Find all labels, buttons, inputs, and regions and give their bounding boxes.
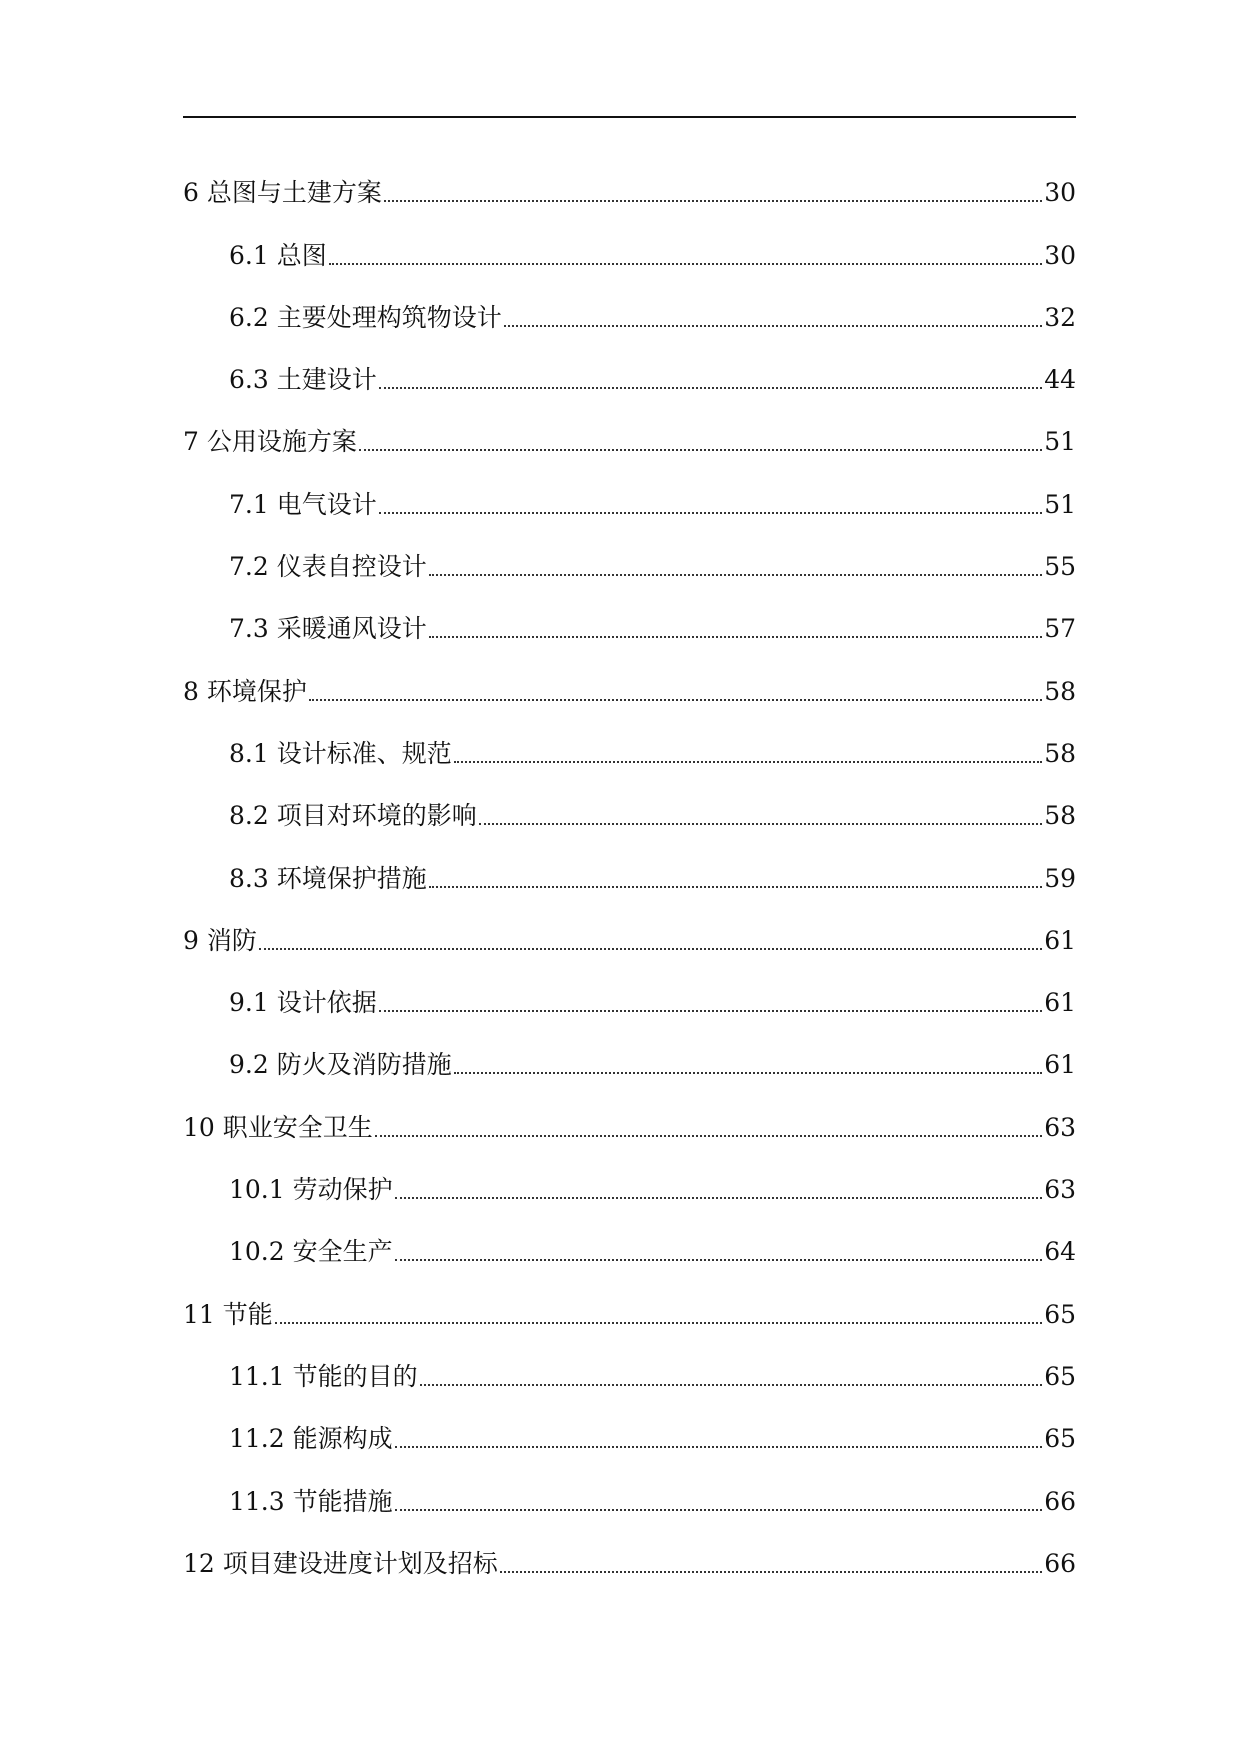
toc-dot-leader: [275, 1322, 1042, 1324]
toc-page-number: 57: [1044, 614, 1076, 644]
toc-page-number: 61: [1044, 988, 1076, 1018]
toc-entry-title: 7.3 采暖通风设计: [229, 614, 427, 644]
toc-page-number: 59: [1044, 863, 1076, 893]
toc-entry-title: 6.1 总图: [229, 240, 327, 270]
toc-entry[interactable]: [183, 658, 1076, 720]
toc-dot-leader: [504, 325, 1042, 327]
toc-entry[interactable]: [183, 409, 1076, 471]
toc-entry[interactable]: [183, 845, 1076, 907]
toc-page-number: 58: [1044, 676, 1076, 706]
toc-entry-title: 9.1 设计依据: [229, 988, 377, 1018]
toc-page-number: 51: [1044, 489, 1076, 519]
toc-page-number: 58: [1044, 738, 1076, 768]
toc-dot-leader: [429, 636, 1042, 638]
toc-page-number: 65: [1044, 1299, 1076, 1329]
toc-dot-leader: [429, 574, 1042, 576]
toc-page-number: 58: [1044, 801, 1076, 831]
toc-entry[interactable]: [183, 1406, 1076, 1468]
toc-entry[interactable]: [183, 596, 1076, 658]
toc-entry[interactable]: [183, 285, 1076, 347]
toc-entry[interactable]: [183, 721, 1076, 783]
toc-entry[interactable]: [183, 1344, 1076, 1406]
toc-dot-leader: [454, 1072, 1042, 1074]
table-of-contents: [183, 160, 1076, 1593]
toc-entry-title: 6 总图与土建方案: [183, 178, 382, 208]
toc-page-number: 61: [1044, 1050, 1076, 1080]
toc-dot-leader: [375, 1135, 1042, 1137]
toc-entry[interactable]: [183, 1468, 1076, 1530]
toc-entry[interactable]: [183, 970, 1076, 1032]
toc-entry-title: 11.2 能源构成: [229, 1424, 393, 1454]
toc-entry[interactable]: [183, 1531, 1076, 1593]
toc-entry-title: 8.2 项目对环境的影响: [229, 801, 477, 831]
toc-entry-title: 10.2 安全生产: [229, 1237, 393, 1267]
toc-dot-leader: [395, 1197, 1043, 1199]
toc-dot-leader: [379, 1010, 1042, 1012]
toc-entry-title: 8 环境保护: [183, 676, 307, 706]
toc-dot-leader: [420, 1384, 1043, 1386]
toc-entry-title: 6.2 主要处理构筑物设计: [229, 302, 502, 332]
toc-page-number: 63: [1044, 1175, 1076, 1205]
toc-dot-leader: [379, 387, 1042, 389]
toc-entry-title: 12 项目建设进度计划及招标: [183, 1548, 498, 1578]
toc-dot-leader: [500, 1571, 1042, 1573]
toc-page-number: 30: [1044, 240, 1076, 270]
toc-page-number: 55: [1044, 552, 1076, 582]
toc-entry-title: 7 公用设施方案: [183, 427, 357, 457]
header-rule: [183, 116, 1076, 118]
toc-entry-title: 11.3 节能措施: [229, 1486, 393, 1516]
toc-entry-title: 7.2 仪表自控设计: [229, 552, 427, 582]
toc-entry[interactable]: [183, 347, 1076, 409]
toc-dot-leader: [379, 512, 1042, 514]
toc-page-number: 44: [1044, 365, 1076, 395]
toc-dot-leader: [259, 948, 1042, 950]
toc-entry[interactable]: [183, 1094, 1076, 1156]
toc-entry-title: 8.3 环境保护措施: [229, 863, 427, 893]
toc-entry-title: 9.2 防火及消防措施: [229, 1050, 452, 1080]
toc-dot-leader: [454, 761, 1042, 763]
toc-dot-leader: [384, 200, 1042, 202]
toc-entry[interactable]: [183, 783, 1076, 845]
toc-page-number: 61: [1044, 925, 1076, 955]
toc-page-number: 66: [1044, 1486, 1076, 1516]
toc-entry-title: 6.3 土建设计: [229, 365, 377, 395]
toc-page-number: 65: [1044, 1361, 1076, 1391]
toc-entry[interactable]: [183, 1219, 1076, 1281]
toc-entry[interactable]: [183, 160, 1076, 222]
toc-entry[interactable]: [183, 1032, 1076, 1094]
toc-entry-title: 11.1 节能的目的: [229, 1361, 418, 1391]
toc-dot-leader: [395, 1509, 1043, 1511]
toc-page-number: 64: [1044, 1237, 1076, 1267]
toc-entry-title: 9 消防: [183, 925, 257, 955]
toc-entry[interactable]: [183, 908, 1076, 970]
toc-dot-leader: [479, 823, 1042, 825]
toc-entry[interactable]: [183, 471, 1076, 533]
toc-entry-title: 10.1 劳动保护: [229, 1175, 393, 1205]
toc-entry-title: 10 职业安全卫生: [183, 1112, 373, 1142]
toc-page-number: 32: [1044, 302, 1076, 332]
toc-page-number: 63: [1044, 1112, 1076, 1142]
toc-entry-title: 11 节能: [183, 1299, 273, 1329]
toc-page-number: 30: [1044, 178, 1076, 208]
toc-dot-leader: [329, 263, 1042, 265]
toc-dot-leader: [429, 886, 1042, 888]
toc-page-number: 51: [1044, 427, 1076, 457]
toc-entry-title: 8.1 设计标准、规范: [229, 738, 452, 768]
toc-dot-leader: [359, 449, 1042, 451]
toc-entry-title: 7.1 电气设计: [229, 489, 377, 519]
toc-entry[interactable]: [183, 1157, 1076, 1219]
toc-dot-leader: [309, 699, 1042, 701]
toc-page-number: 66: [1044, 1548, 1076, 1578]
toc-entry[interactable]: [183, 534, 1076, 596]
toc-dot-leader: [395, 1446, 1043, 1448]
toc-entry[interactable]: [183, 222, 1076, 284]
toc-entry[interactable]: [183, 1281, 1076, 1343]
toc-dot-leader: [395, 1259, 1043, 1261]
toc-page-number: 65: [1044, 1424, 1076, 1454]
